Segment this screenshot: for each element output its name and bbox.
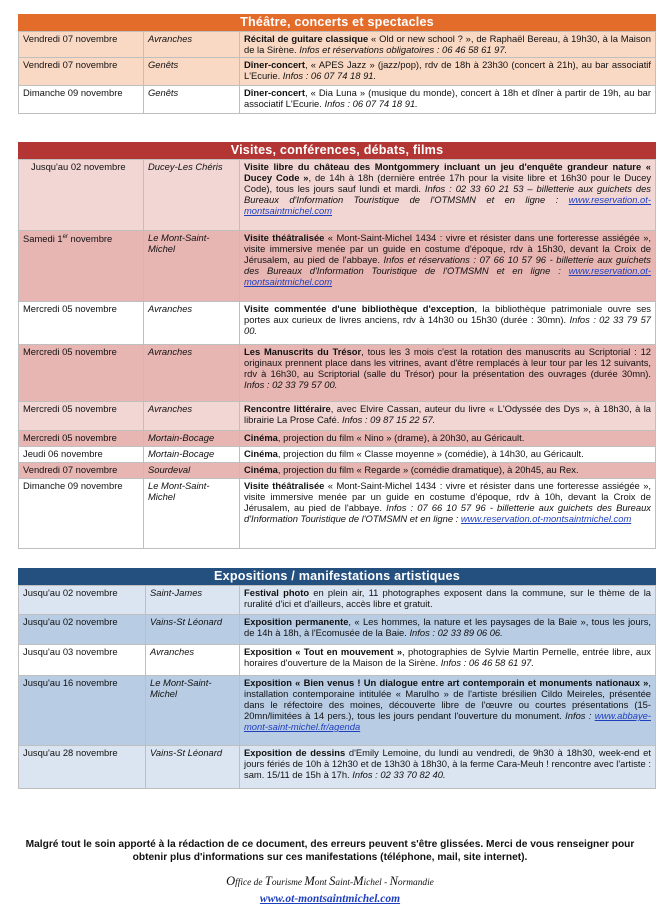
- table-row: [19, 431, 656, 447]
- table-row: [19, 676, 656, 746]
- event-text: « Old or new school ? », de Raphaël Bereau, à 19h30, à la Maison de la Sirène.: [244, 33, 651, 55]
- event-info: Infos et réservations obligatoires : 06 46 58 61 97.: [299, 44, 508, 55]
- event-date: Mercredi 05 novembre: [19, 402, 144, 431]
- event-text: , avec Elvire Cassan, auteur du livre « L'Odyssée des Dys », à 18h30, à la librairie La Prose Café.: [244, 403, 651, 425]
- event-title: Visite théâtralisée: [244, 232, 325, 243]
- event-info: Infos :: [565, 710, 592, 721]
- table-row: [19, 447, 656, 463]
- event-date: Mercredi 05 novembre: [19, 345, 144, 402]
- events-table: [18, 31, 656, 114]
- event-title: Visite théâtralisée: [244, 480, 325, 491]
- event-title: Rencontre littéraire: [244, 403, 331, 414]
- event-description: [240, 86, 656, 114]
- event-text: , « APES Jazz » (jazz/pop), rdv de 18h à 23h30 (concert à 21h), au bar associatif L'Ecurie.: [244, 59, 651, 81]
- event-date: Jusqu'au 16 novembre: [19, 676, 146, 746]
- event-title: Cinéma: [244, 448, 278, 459]
- event-date: Jeudi 06 novembre: [19, 447, 144, 463]
- table-row: [19, 479, 656, 549]
- disclaimer-note: Malgré tout le soin apporté à la rédaction de ce document, des erreurs peuvent s'être glissées. Merci de vous renseigner pour obtenir plus d'informations sur ces manifestations (téléphone, mail, site internet).: [25, 839, 635, 863]
- event-place: Genêts: [144, 86, 240, 114]
- event-info: Infos : 02 33 60 21 53 – billetterie aux guichets des Bureaux d'Information Touristique de l'OTMSMN et en ligne :: [244, 183, 651, 205]
- event-description: [240, 746, 656, 789]
- event-place: Saint-James: [146, 586, 240, 615]
- table-row: [19, 345, 656, 402]
- event-text: , de 14h à 18h (dernière entrée 17h pour la visite libre et 16h30 pour le Ducey Code), tous les jours sauf lundi et mardi.: [244, 172, 652, 194]
- event-info: Infos : 09 87 15 22 57.: [341, 414, 436, 425]
- event-title: Dîner-concert: [244, 87, 305, 98]
- event-date: Dimanche 09 novembre: [19, 479, 144, 549]
- event-info: Infos : 06 07 74 18 91.: [282, 70, 377, 81]
- website-link[interactable]: www.ot-montsaintmichel.com: [259, 893, 401, 905]
- table-row: [19, 615, 656, 645]
- office-word: Office: [226, 874, 252, 888]
- table-row: [19, 302, 656, 345]
- event-description: [240, 463, 656, 479]
- event-description: [240, 645, 656, 676]
- table-row: [19, 586, 656, 615]
- event-title: Cinéma: [244, 464, 278, 475]
- table-row: [19, 58, 656, 86]
- event-info: Infos : 06 07 74 18 91.: [324, 98, 418, 109]
- table-row: [19, 746, 656, 789]
- table-row: [19, 402, 656, 431]
- office-signature: [0, 874, 660, 889]
- event-info: Infos : 06 46 58 61 97.: [440, 657, 535, 668]
- event-date: Mercredi 05 novembre: [19, 302, 144, 345]
- event-place: Avranches: [144, 402, 240, 431]
- event-link[interactable]: www.abbaye-mont-saint-michel.fr/agenda: [244, 710, 651, 732]
- event-place: Le Mont-Saint-Michel: [144, 479, 240, 549]
- office-word-rest: ffice: [235, 878, 252, 888]
- event-text: en plein air, 11 photographes exposent dans la commune, sur le thème de la ruralité d'ici et d'ailleurs, accès libre et gratuit.: [244, 587, 651, 609]
- event-place: Vains-St Léonard: [146, 746, 240, 789]
- event-date: Vendredi 07 novembre: [19, 58, 144, 86]
- event-link[interactable]: www.reservation.ot-montsaintmichel.com: [460, 513, 632, 524]
- table-row: [19, 32, 656, 58]
- event-place: Sourdeval: [144, 463, 240, 479]
- event-description: [240, 402, 656, 431]
- event-date: Jusqu'au 02 novembre: [19, 615, 146, 645]
- event-text: , photographies de Sylvie Martin Pernelle, entrée libre, aux horaires d'ouverture de la Maison de la Sirène.: [244, 646, 651, 668]
- event-description: [240, 447, 656, 463]
- event-date-end: novembre: [67, 233, 113, 245]
- event-description: [240, 231, 656, 302]
- event-place: Le Mont-Saint-Michel: [146, 676, 240, 746]
- event-text: , la bibliothèque patrimoniale ouvre ses portes aux curieux de livres anciens, rdv à 14h30 ou 15h30 (durée : 30mn).: [244, 303, 651, 325]
- event-date: Jusqu'au 03 novembre: [19, 645, 146, 676]
- office-word: Saint-Michel: [329, 874, 382, 888]
- event-place: Avranches: [144, 345, 240, 402]
- event-place: Mortain-Bocage: [144, 447, 240, 463]
- event-info: Infos : 02 33 79 57 00.: [244, 379, 338, 390]
- event-info: Infos et réservations : 07 66 10 57 96 - billetterie aux guichets des Bureaux d'Information Touristique de l'OTMSMN et en ligne :: [244, 254, 651, 276]
- event-text: « Mont-Saint-Michel 1434 : vivre et résister dans une forteresse assiégée », visite immersive menée par un guide en costume d'époque, rdv à 10h, devant la Croix de Jérusalem, au pied de l'abbaye.: [244, 480, 652, 513]
- event-place: Avranches: [146, 645, 240, 676]
- office-word: de: [253, 878, 263, 888]
- event-date: Jusqu'au 28 novembre: [19, 746, 146, 789]
- event-text: , tous les 3 mois c'est la rotation des manuscrits au Scriptorial : 12 originaux prennent place dans les vitrines, avant d'être remplacés à leur tour par les 12 suivants, rdv à 16h30, au Scriptorial (salle du Trésor) pour la présentation des ouvrages (durée 30mn).: [244, 346, 652, 379]
- event-info: Infos : 07 66 10 57 96 - billetterie aux guichets des Bureaux d'Information Touristique de l'OTMSMN et en ligne :: [244, 502, 651, 524]
- table-row: [19, 160, 656, 231]
- event-description: [240, 58, 656, 86]
- event-text: , projection du film « Classe moyenne » (comédie), à 14h30, au Géricault.: [277, 448, 584, 459]
- events-table: [18, 585, 656, 789]
- event-description: [240, 586, 656, 615]
- section-title: Visites, conférences, débats, films: [18, 142, 656, 159]
- event-place: Avranches: [144, 32, 240, 58]
- event-title: Les Manuscrits du Trésor: [244, 346, 362, 357]
- table-row: [19, 231, 656, 302]
- event-title: Festival photo: [244, 587, 310, 598]
- section-title: Théâtre, concerts et spectacles: [18, 14, 656, 31]
- event-description: [240, 32, 656, 58]
- table-row: [19, 463, 656, 479]
- section-theatre: [18, 14, 656, 114]
- event-title: Exposition « Bien venus ! Un dialogue entre art contemporain et monuments nationaux »: [244, 677, 649, 688]
- event-title: Visite libre du château des Montgommery incluant un jeu d'enquête grandeur nature « Ducey Code »: [244, 161, 651, 183]
- event-date: [19, 231, 144, 302]
- event-description: [240, 615, 656, 645]
- event-description: [240, 431, 656, 447]
- event-date-sup: er: [62, 234, 68, 240]
- event-text: , installation contemporaine intitulée « Marulho » de l'artiste brésilien Cildo Meireles, présentée dans le réfectoire des moines, découverte libre de l'œuvre ou courtes présentations (15-20mn/limitées à 14 pers.), tous les jours pendant l'ouverture du monument.: [244, 677, 651, 721]
- event-description: [240, 302, 656, 345]
- table-row: [19, 645, 656, 676]
- event-date: Vendredi 07 novembre: [19, 32, 144, 58]
- event-description: [240, 160, 656, 231]
- event-title: Exposition permanente: [244, 616, 349, 627]
- event-description: [240, 676, 656, 746]
- event-place: Ducey-Les Chéris: [144, 160, 240, 231]
- event-text: d'Emily Lemoine, du lundi au vendredi, de 9h30 à 18h30, week-end et jours fériés de 10h à 12h30 et de 13h30 à 18h30, à la ferme Cara-Meuh ! rencontre avec l'artiste : sam. 15/11 de 15h à 17h.: [244, 747, 651, 780]
- event-title: Cinéma: [244, 432, 278, 443]
- event-title: Récital de guitare classique: [244, 33, 369, 44]
- event-text: , projection du film « Nino » (drame), à 20h30, au Géricault.: [277, 432, 525, 443]
- event-info: Infos : 02 33 89 06 06.: [409, 627, 503, 638]
- event-place: Vains-St Léonard: [146, 615, 240, 645]
- event-place: Avranches: [144, 302, 240, 345]
- event-title: Exposition « Tout en mouvement »: [244, 646, 403, 657]
- office-word: Tourisme: [264, 874, 303, 888]
- event-title: Visite commentée d'une bibliothèque d'exception: [244, 303, 475, 314]
- event-date: Jusqu'au 02 novembre: [19, 160, 144, 231]
- office-word: -: [384, 878, 388, 888]
- section-visites: [18, 142, 656, 549]
- section-expositions: [18, 568, 656, 789]
- event-date-main: Samedi 1: [23, 233, 63, 245]
- event-date: Mercredi 05 novembre: [19, 431, 144, 447]
- event-title: Dîner-concert: [244, 59, 305, 70]
- section-title: Expositions / manifestations artistiques: [18, 568, 656, 585]
- event-place: Genêts: [144, 58, 240, 86]
- event-text: « Mont-Saint-Michel 1434 : vivre et résister dans une forteresse assiégée », visite immersive menée par un guide en costume d'époque, rdv à 15h30, devant la Croix de Jérusalem, au pied de l'abbaye.: [244, 232, 652, 265]
- event-info: Infos : 02 33 70 82 40.: [352, 769, 446, 780]
- event-date: Jusqu'au 02 novembre: [19, 586, 146, 615]
- event-text: , « Les hommes, la nature et les paysages de la Baie », tous les jours, de 14h à 18h, à l'Ecomusée de la Baie.: [244, 616, 651, 638]
- event-place: Le Mont-Saint-Michel: [144, 231, 240, 302]
- event-place: Mortain-Bocage: [144, 431, 240, 447]
- table-row: [19, 86, 656, 114]
- event-title: Exposition de dessins: [244, 747, 346, 758]
- event-link[interactable]: www.reservation.ot-montsaintmichel.com: [244, 265, 652, 287]
- event-text: , « Dia Luna » (musique du monde), concert à 18h et dîner à partir de 19h, au bar associatif L'Ecurie.: [244, 87, 651, 109]
- office-word: Normandie: [389, 874, 434, 888]
- event-description: [240, 345, 656, 402]
- event-date: Dimanche 09 novembre: [19, 86, 144, 114]
- event-info: Infos : 02 33 79 57 00.: [244, 314, 651, 336]
- event-date: Vendredi 07 novembre: [19, 463, 144, 479]
- event-description: [240, 479, 656, 549]
- events-table: [18, 159, 656, 549]
- office-word: Mont: [304, 874, 327, 888]
- event-link[interactable]: www.reservation.ot-montsaintmichel.com: [244, 194, 651, 216]
- event-text: , projection du film « Regarde » (comédie dramatique), à 20h45, au Rex.: [277, 464, 579, 475]
